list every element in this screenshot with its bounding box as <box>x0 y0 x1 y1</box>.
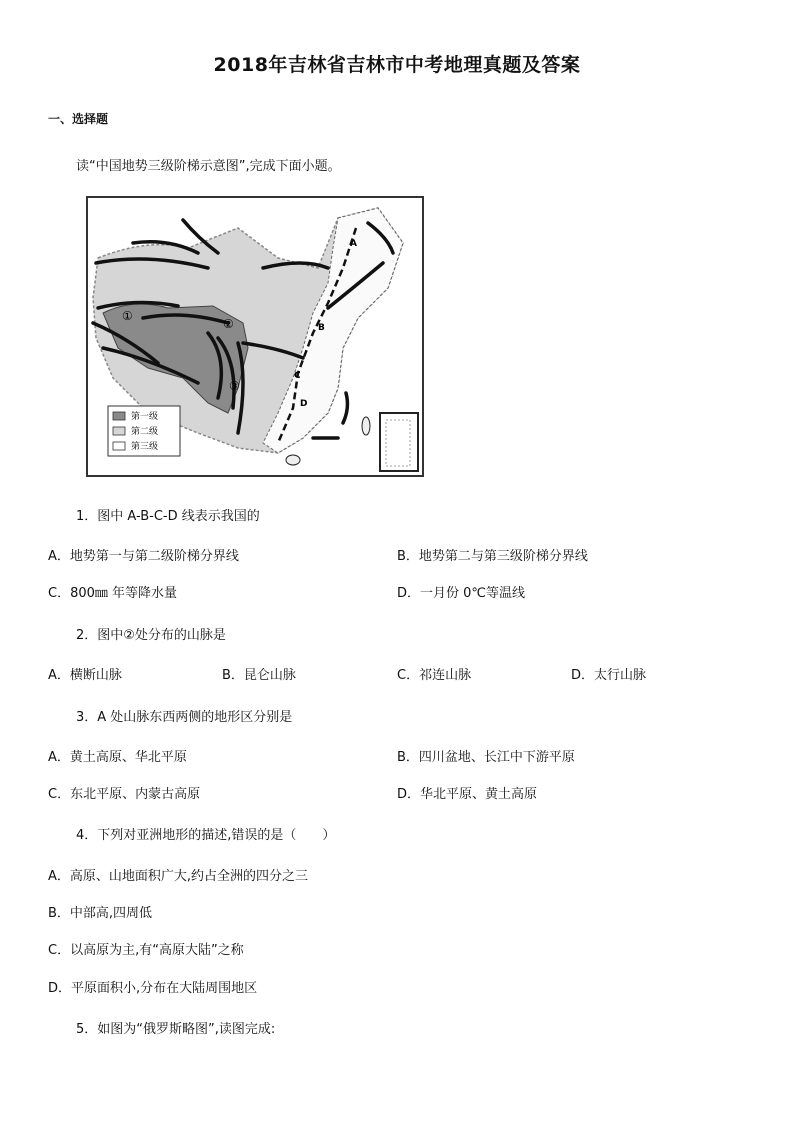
label-1: ① <box>122 309 133 323</box>
q4-option-b: B．中部高,四周低 <box>48 906 153 921</box>
label-3: ③ <box>229 379 240 393</box>
label-2: ② <box>223 317 234 331</box>
question-2: 2．图中②处分布的山脉是 <box>76 628 226 643</box>
label-c: C <box>294 371 301 381</box>
question-5: 5．如图为“俄罗斯略图”,读图完成: <box>76 1022 276 1037</box>
china-terrain-map <box>86 196 424 477</box>
q3-option-a: A．黄土高原、华北平原 <box>48 750 187 765</box>
q1-option-b: B．地势第二与第三级阶梯分界线 <box>397 549 588 564</box>
q2-option-c: C．祁连山脉 <box>397 668 472 683</box>
question-intro: 读“中国地势三级阶梯示意图”,完成下面小题。 <box>76 159 341 174</box>
legend-first: 第一级 <box>131 412 159 422</box>
question-1: 1．图中 A-B-C-D 线表示我国的 <box>76 509 260 524</box>
q4-option-c: C．以高原为主,有“高原大陆”之称 <box>48 943 244 958</box>
question-3: 3．A 处山脉东西两侧的地形区分别是 <box>76 710 293 725</box>
q3-option-d: D．华北平原、黄土高原 <box>397 787 538 802</box>
hainan-island <box>286 455 300 465</box>
q3-option-b: B．四川盆地、长江中下游平原 <box>397 750 575 765</box>
q1-option-d: D．一月份 0℃等温线 <box>397 586 526 601</box>
label-b: B <box>318 323 325 333</box>
section-heading: 一、选择题 <box>48 112 109 126</box>
q3-option-c: C．东北平原、内蒙古高原 <box>48 787 201 802</box>
question-4: 4．下列对亚洲地形的描述,错误的是（ ） <box>76 828 336 843</box>
taiwan-island <box>362 417 370 435</box>
legend-third: 第三级 <box>131 442 159 452</box>
label-a: A <box>350 239 357 249</box>
page-title: 2018年吉林省吉林市中考地理真题及答案 <box>213 54 581 76</box>
q2-option-b: B．昆仑山脉 <box>222 668 296 683</box>
q2-option-d: D．太行山脉 <box>571 668 647 683</box>
q1-option-a: A．地势第一与第二级阶梯分界线 <box>48 549 239 564</box>
label-d: D <box>300 399 308 409</box>
q4-option-a: A．高原、山地面积广大,约占全洲的四分之三 <box>48 869 309 884</box>
q2-option-a: A．横断山脉 <box>48 668 122 683</box>
legend-second: 第二级 <box>131 427 159 437</box>
map-legend <box>108 406 180 456</box>
q4-option-d: D．平原面积小,分布在大陆周围地区 <box>48 981 258 996</box>
q1-option-c: C．800㎜ 年等降水量 <box>48 586 178 601</box>
